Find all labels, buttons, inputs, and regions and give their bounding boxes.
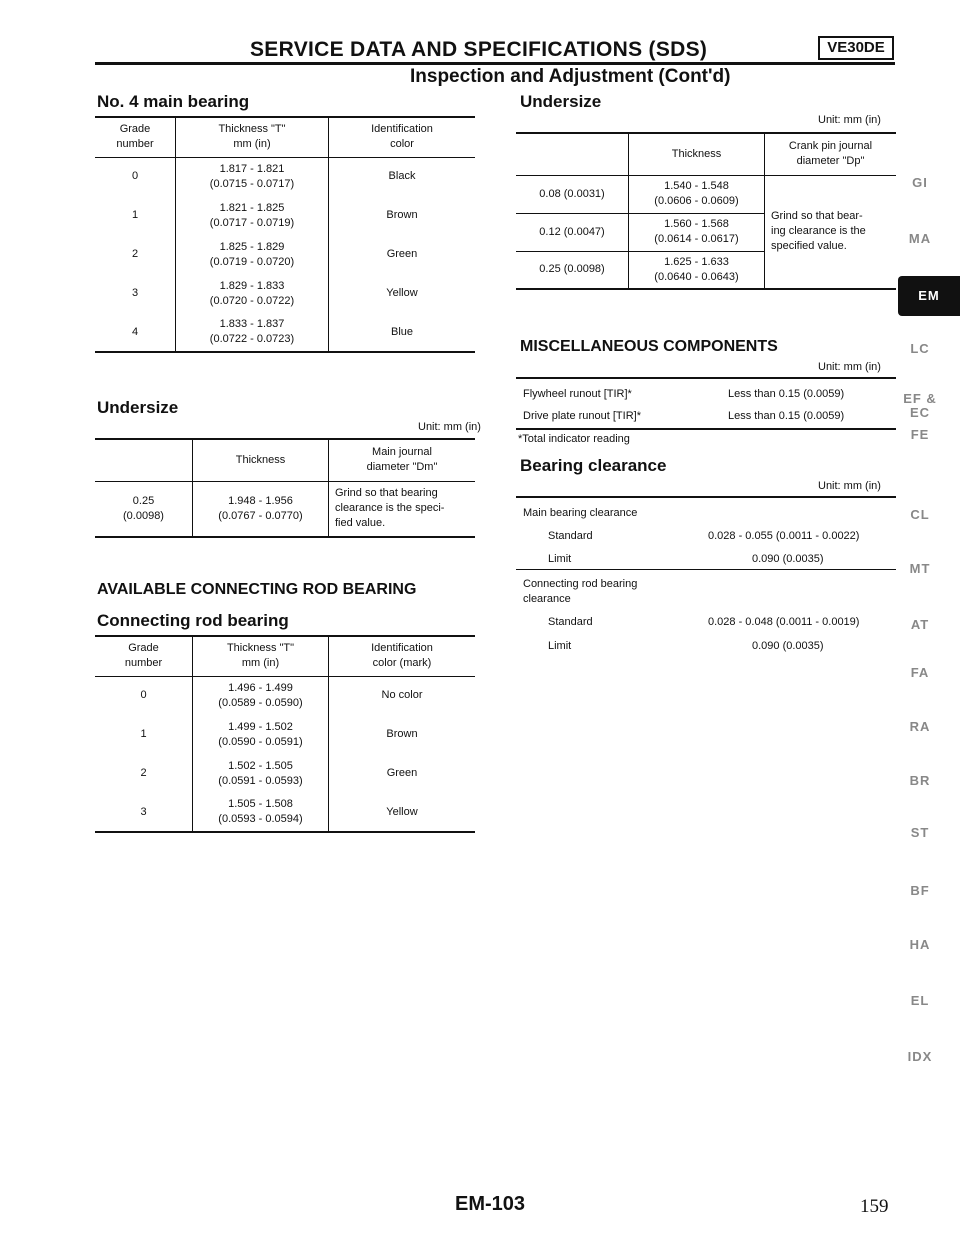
tab-mt[interactable]: MT: [909, 561, 931, 576]
main-undersize-table: [95, 438, 475, 538]
grade-cell: 4: [131, 325, 139, 338]
tab-el[interactable]: EL: [910, 993, 930, 1008]
flywheel-value: Less than 0.15 (0.0059): [728, 388, 845, 400]
clearance-heading: Bearing clearance: [520, 456, 667, 475]
col-grade: Grade number: [116, 123, 154, 151]
engine-badge: VE30DE: [818, 36, 894, 60]
rod-standard-label: Standard: [548, 616, 593, 628]
thickness-cell: 1.825 - 1.829 (0.0719 - 0.0720): [176, 235, 329, 274]
color-cell: Black: [329, 157, 476, 196]
tab-idx[interactable]: IDX: [907, 1049, 933, 1064]
main-limit-label: Limit: [548, 553, 572, 565]
grade-cell: 3: [140, 805, 147, 818]
clearance-mid-rule: [516, 569, 896, 570]
rod-clearance-label: Connecting rod bearing clearance: [523, 578, 638, 605]
table-row: [516, 175, 896, 213]
rod-standard-value: 0.028 - 0.048 (0.0011 - 0.0019): [708, 616, 860, 628]
thickness-cell: 1.817 - 1.821 (0.0715 - 0.0717): [176, 157, 329, 196]
tab-gi[interactable]: GI: [912, 175, 928, 190]
grade-cell: 1: [131, 209, 139, 221]
tab-bf[interactable]: BF: [910, 883, 930, 898]
thickness-cell: 1.560 - 1.568 (0.0614 - 0.0617): [629, 213, 765, 251]
thickness-cell: 1.948 - 1.956 (0.0767 - 0.0770): [193, 481, 329, 537]
table-row: [95, 481, 475, 537]
color-cell: Green: [329, 754, 476, 793]
col-diameter: Crank pin journal diameter "Dp": [765, 133, 897, 175]
col-thickness: Thickness: [629, 133, 765, 175]
table-header-row: [95, 439, 475, 481]
color-cell: Yellow: [329, 274, 476, 313]
table-header-row: [95, 636, 475, 676]
main-undersize-heading: Undersize: [97, 398, 179, 417]
table-row: [95, 793, 475, 832]
main-bearing-heading: No. 4 main bearing: [97, 92, 250, 111]
size-cell: 0.08 (0.0031): [539, 187, 605, 200]
size-cell: 0.25 (0.0098): [539, 263, 605, 276]
misc-bottom-rule: [516, 428, 896, 430]
grade-cell: 0: [131, 170, 139, 183]
tab-ra[interactable]: RA: [909, 719, 931, 734]
table-row: [95, 157, 475, 196]
color-cell: Brown: [329, 715, 476, 754]
color-cell: Green: [329, 235, 476, 274]
driveplate-label: Drive plate runout [TIR]*: [523, 410, 641, 422]
tab-ha[interactable]: HA: [909, 937, 931, 952]
misc-unit: Unit: mm (in): [818, 361, 881, 373]
color-cell: No color: [329, 676, 476, 715]
crank-undersize-table: [516, 132, 896, 290]
note-cell: Grind so that bear- ing clearance is the specified value.: [765, 175, 897, 289]
page-number: 159: [860, 1196, 889, 1217]
grade-cell: 2: [131, 248, 139, 260]
col-thickness: Thickness: [193, 439, 329, 481]
main-limit-value: 0.090 (0.0035): [752, 553, 824, 565]
table-row: [95, 235, 475, 274]
clearance-top-rule: [516, 496, 896, 498]
page-subtitle: Inspection and Adjustment (Cont'd): [410, 66, 731, 87]
color-cell: Blue: [329, 313, 476, 352]
thickness-cell: 1.625 - 1.633 (0.0640 - 0.0643): [629, 251, 765, 289]
conrod-subheading: Connecting rod bearing: [97, 611, 289, 630]
tab-br[interactable]: BR: [909, 773, 931, 788]
size-cell: 0.12 (0.0047): [539, 225, 605, 238]
driveplate-value: Less than 0.15 (0.0059): [728, 410, 845, 422]
color-cell: Yellow: [329, 793, 476, 832]
crank-undersize-heading: Undersize: [520, 92, 602, 111]
main-undersize-unit: Unit: mm (in): [418, 421, 481, 433]
grade-cell: 0: [140, 689, 147, 702]
table-row: [95, 715, 475, 754]
table-row: [95, 274, 475, 313]
page-title: SERVICE DATA AND SPECIFICATIONS (SDS): [250, 38, 708, 61]
grade-cell: 1: [140, 728, 147, 740]
misc-heading: MISCELLANEOUS COMPONENTS: [520, 338, 778, 355]
main-standard-label: Standard: [548, 530, 593, 542]
thickness-cell: 1.496 - 1.499 (0.0589 - 0.0590): [193, 676, 329, 715]
table-row: [95, 313, 475, 352]
page-code: EM-103: [455, 1193, 526, 1215]
col-thickness: Thickness "T" mm (in): [176, 117, 329, 157]
conrod-heading: AVAILABLE CONNECTING ROD BEARING: [97, 581, 417, 598]
main-clearance-label: Main bearing clearance: [523, 507, 638, 519]
tab-ef-ec[interactable]: EF & EC: [903, 391, 937, 420]
table-row: [95, 754, 475, 793]
color-cell: Brown: [329, 196, 476, 235]
grade-cell: 2: [140, 767, 147, 779]
size-cell: 0.25 (0.0098): [123, 494, 164, 522]
thickness-cell: 1.502 - 1.505 (0.0591 - 0.0593): [193, 754, 329, 793]
tab-at[interactable]: AT: [910, 617, 930, 632]
tab-fa[interactable]: FA: [910, 665, 930, 680]
col-diameter: Main journal diameter "Dm": [329, 439, 476, 481]
col-thickness: Thickness "T" mm (in): [193, 636, 329, 676]
rod-limit-label: Limit: [548, 640, 572, 652]
thickness-cell: 1.829 - 1.833 (0.0720 - 0.0722): [176, 274, 329, 313]
thickness-cell: 1.505 - 1.508 (0.0593 - 0.0594): [193, 793, 329, 832]
tab-lc[interactable]: LC: [910, 341, 930, 356]
misc-footnote: *Total indicator reading: [518, 433, 630, 445]
tab-em[interactable]: EM: [898, 276, 960, 316]
col-grade: Grade number: [124, 642, 163, 670]
rod-limit-value: 0.090 (0.0035): [752, 640, 824, 652]
note-cell: Grind so that bearing clearance is the speci- fied value.: [329, 481, 476, 537]
table-row: [95, 196, 475, 235]
flywheel-label: Flywheel runout [TIR]*: [523, 388, 632, 400]
grade-cell: 3: [131, 287, 139, 299]
crank-undersize-unit: Unit: mm (in): [818, 114, 881, 126]
thickness-cell: 1.540 - 1.548 (0.0606 - 0.0609): [629, 175, 765, 213]
main-standard-value: 0.028 - 0.055 (0.0011 - 0.0022): [708, 530, 860, 542]
table-header-row: [516, 133, 896, 175]
clearance-unit: Unit: mm (in): [818, 480, 881, 492]
col-color: Identification color: [329, 117, 476, 157]
table-row: [95, 676, 475, 715]
table-header-row: [95, 117, 475, 157]
thickness-cell: 1.833 - 1.837 (0.0722 - 0.0723): [176, 313, 329, 352]
misc-top-rule: [516, 377, 896, 379]
main-bearing-table: [95, 116, 475, 353]
tab-cl[interactable]: CL: [910, 507, 930, 522]
tab-fe[interactable]: FE: [910, 427, 930, 442]
tab-ma[interactable]: MA: [908, 231, 932, 246]
header-rule: [95, 62, 895, 65]
conrod-table: [95, 635, 475, 833]
tab-st[interactable]: ST: [910, 825, 930, 840]
col-color: Identification color (mark): [329, 636, 476, 676]
thickness-cell: 1.499 - 1.502 (0.0590 - 0.0591): [193, 715, 329, 754]
thickness-cell: 1.821 - 1.825 (0.0717 - 0.0719): [176, 196, 329, 235]
